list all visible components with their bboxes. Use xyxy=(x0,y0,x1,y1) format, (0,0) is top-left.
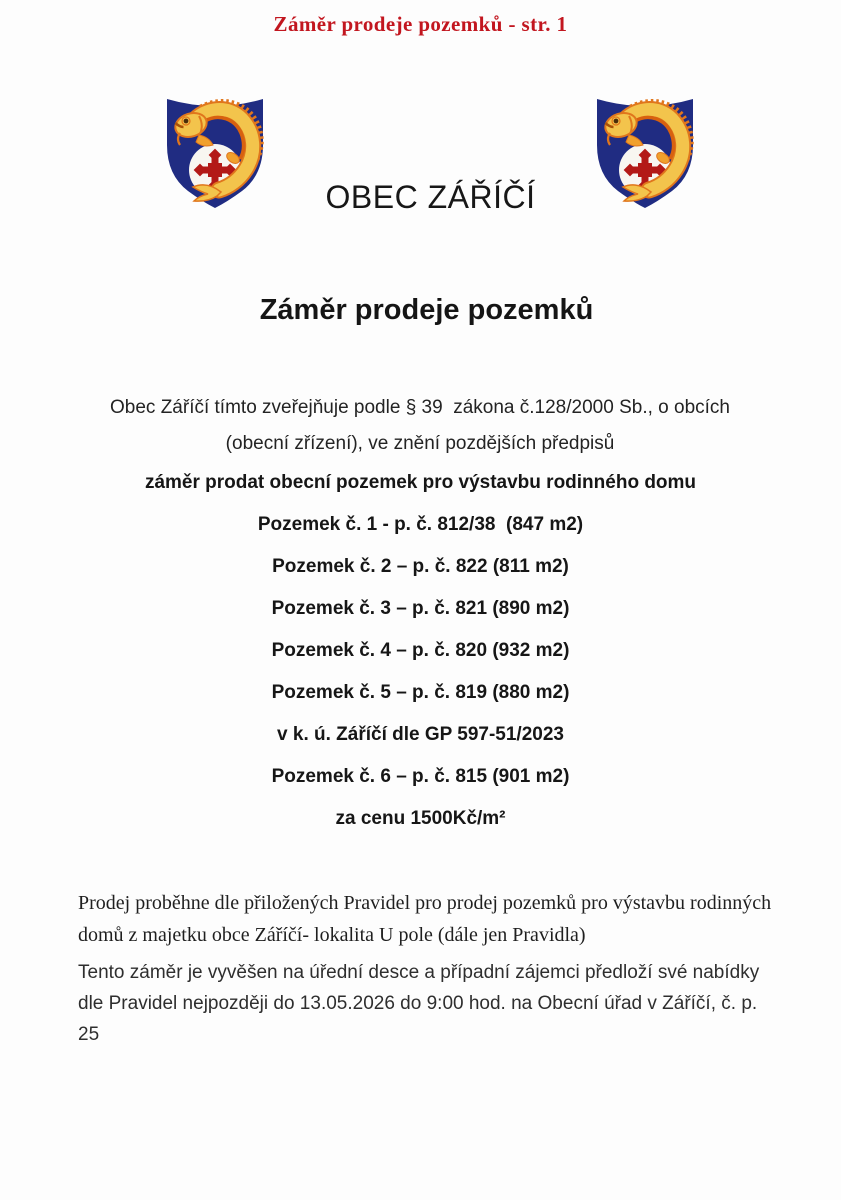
plot-line-1: Pozemek č. 1 - p. č. 812/38 (847 m2) xyxy=(257,514,584,535)
coat-of-arms-icon xyxy=(593,95,697,212)
notice-paragraph: Tento záměr je vyvěšen na úřední desce a případní zájemci předloží své nabídky dle Pravidel nejpozději do 13.05.2026 do 9:00 hod. na Obecní úřad v Záříčí, č. p. 25 xyxy=(78,962,760,1045)
municipality-name: OBEC ZÁŘÍČÍ xyxy=(325,179,536,215)
page-header-note: Záměr prodeje pozemků - str. 1 xyxy=(273,12,568,36)
plot-line-6: Pozemek č. 6 – p. č. 815 (901 m2) xyxy=(271,766,570,787)
offer-subject: záměr prodat obecní pozemek pro výstavbu rodinného domu xyxy=(144,472,697,493)
rules-paragraph: Prodej proběhne dle přiložených Pravidel pro prodej pozemků pro výstavbu rodinných domů z majetku obce Záříčí- lokalita U pole (dále jen Pravidla) xyxy=(78,892,772,946)
plot-line-3: Pozemek č. 3 – p. č. 821 (890 m2) xyxy=(271,598,570,619)
offer-block xyxy=(0,462,841,840)
price-line: za cenu 1500Kč/m² xyxy=(335,808,506,829)
plot-line-2: Pozemek č. 2 – p. č. 822 (811 m2) xyxy=(272,556,569,577)
cadastre-line: v k. ú. Záříčí dle GP 597-51/2023 xyxy=(277,724,564,745)
plot-line-4: Pozemek č. 4 – p. č. 820 (932 m2) xyxy=(271,640,570,661)
plot-line-5: Pozemek č. 5 – p. č. 819 (880 m2) xyxy=(271,682,570,703)
intro-paragraph: Obec Záříčí tímto zveřejňuje podle § 39 zákona č.128/2000 Sb., o obcích (obecní zřízení), ve znění pozdějších předpisů xyxy=(110,397,736,454)
page-title: Záměr prodeje pozemků xyxy=(259,294,594,326)
